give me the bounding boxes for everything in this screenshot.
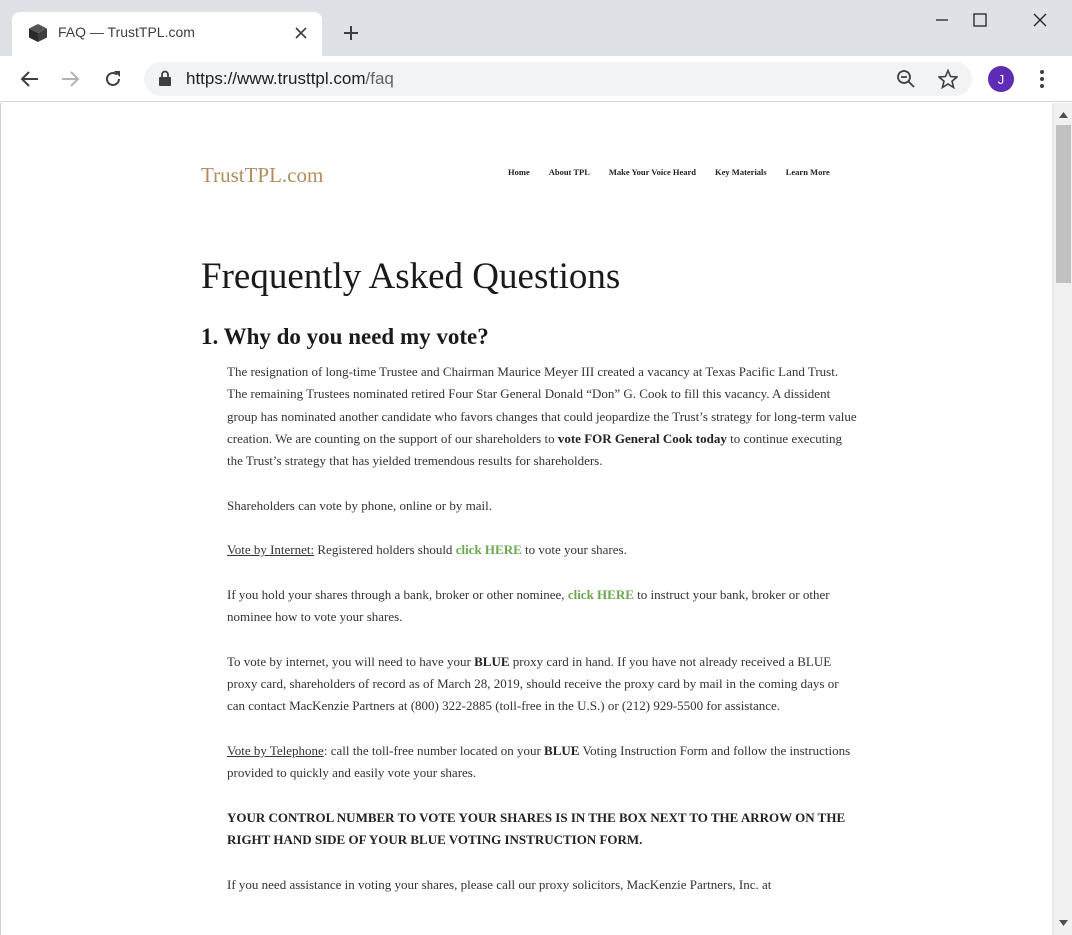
profile-avatar[interactable]: J [988, 66, 1014, 92]
url-text [186, 69, 394, 89]
answer-paragraph: If you need assistance in voting your shares, please call our proxy solicitors, MacKenzie Partners, Inc. at [227, 876, 772, 892]
nav-link-about-tpl[interactable]: About TPL [548, 167, 590, 177]
text: to instruct your bank, broker or other nominee how to vote your shares. [227, 586, 830, 625]
bold-text: vote FOR General Cook today [557, 430, 727, 446]
nav-link-make-your-voice-heard[interactable]: Make Your Voice Heard [608, 167, 697, 177]
address-bar[interactable] [144, 62, 972, 96]
answer-body [227, 361, 859, 918]
vote-by-telephone-label: Vote by Telephone [227, 743, 324, 759]
maximize-icon[interactable] [960, 6, 1000, 34]
text: Voting Instruction Form and follow the instructions provided to quickly and easily vote your shares. [227, 743, 851, 781]
answer-paragraph [227, 807, 859, 852]
text: to vote your shares. [521, 542, 627, 558]
url-host: https://www.trusttpl.com [186, 69, 366, 88]
text: If you hold your shares through a bank, broker or other nominee, [227, 586, 568, 602]
answer-paragraph [227, 740, 859, 785]
text: to continue executing the Trust’s strategy that has yielded tremendous results for shareholders. [227, 430, 842, 469]
page-title: Frequently Asked Questions [201, 256, 621, 297]
question-heading: 1. Why do you need my vote? [201, 324, 489, 349]
nav-link-home[interactable]: Home [508, 167, 530, 177]
tab-title: FAQ — TrustTPL.com [58, 24, 195, 40]
text: Registered holders should [314, 542, 456, 558]
site-logo[interactable]: TrustTPL.com [201, 163, 324, 187]
kebab-menu-icon[interactable] [1030, 66, 1054, 92]
answer-paragraph [227, 584, 859, 629]
vertical-scrollbar[interactable] [1052, 103, 1072, 935]
new-tab-icon[interactable] [338, 20, 364, 46]
scroll-up-arrow-icon[interactable] [1053, 107, 1072, 123]
back-arrow-icon[interactable] [16, 65, 44, 93]
text: The resignation of long-time Trustee and Chairman Maurice Meyer III created a vacancy at Texas Pacific Land Trust. The remaining Trustees nominated retired Four Star General Donald “Don” G. Cook to fill this vacancy. A dissident group has nominated another candidate who favors changes that could jeopardize the Trust’s strategy for long-term value creation. We are counting on the support of our shareholders to [227, 364, 857, 446]
cube-favicon-icon [28, 23, 48, 43]
browser-tab-active[interactable] [12, 12, 322, 56]
site-nav [508, 167, 830, 177]
answer-paragraph [227, 361, 859, 472]
scroll-down-arrow-icon[interactable] [1053, 915, 1072, 931]
star-bookmark-icon[interactable] [936, 67, 960, 91]
tab-close-icon[interactable] [290, 22, 312, 44]
nav-link-learn-more[interactable]: Learn More [785, 167, 830, 177]
browser-toolbar [0, 56, 1072, 102]
url-path: /faq [365, 69, 394, 88]
zoom-icon[interactable] [894, 67, 918, 91]
text: To vote by internet, you will need to have your [227, 653, 475, 669]
bold-text: BLUE [474, 653, 510, 669]
answer-paragraph [227, 539, 859, 561]
minimize-icon[interactable] [922, 6, 962, 34]
answer-paragraph: Shareholders can vote by phone, online or by mail. [227, 497, 492, 513]
control-number-notice: YOUR CONTROL NUMBER TO VOTE YOUR SHARES IS IN THE BOX NEXT TO THE ARROW ON THE RIGHT HAND SIDE OF YOUR BLUE VOTING INSTRUCTION FORM. [227, 809, 846, 848]
reload-icon[interactable] [99, 65, 127, 93]
page-viewport [0, 103, 1052, 935]
text: proxy card in hand. If you have not already received a BLUE proxy card, shareholders of record as of March 28, 2019, should receive the proxy card by mail in the coming days or can contact MacKenzie Partners at (800) 322-2885 (toll-free in the U.S.) or (212) 929-5500 for assistance. [227, 653, 839, 714]
forward-arrow-icon[interactable] [56, 65, 84, 93]
text: : call the toll-free number located on your [323, 743, 545, 759]
click-here-link-nominee[interactable]: click HERE [567, 586, 634, 602]
window-close-icon[interactable] [1020, 6, 1060, 34]
click-here-link-registered[interactable]: click HERE [455, 542, 522, 558]
bold-text: BLUE [544, 743, 580, 759]
answer-paragraph [227, 651, 859, 718]
vote-by-internet-label: Vote by Internet: [227, 542, 315, 558]
lock-icon [158, 70, 172, 87]
tab-strip [0, 0, 1072, 56]
scrollbar-thumb[interactable] [1056, 125, 1071, 283]
nav-link-key-materials[interactable]: Key Materials [715, 167, 767, 177]
